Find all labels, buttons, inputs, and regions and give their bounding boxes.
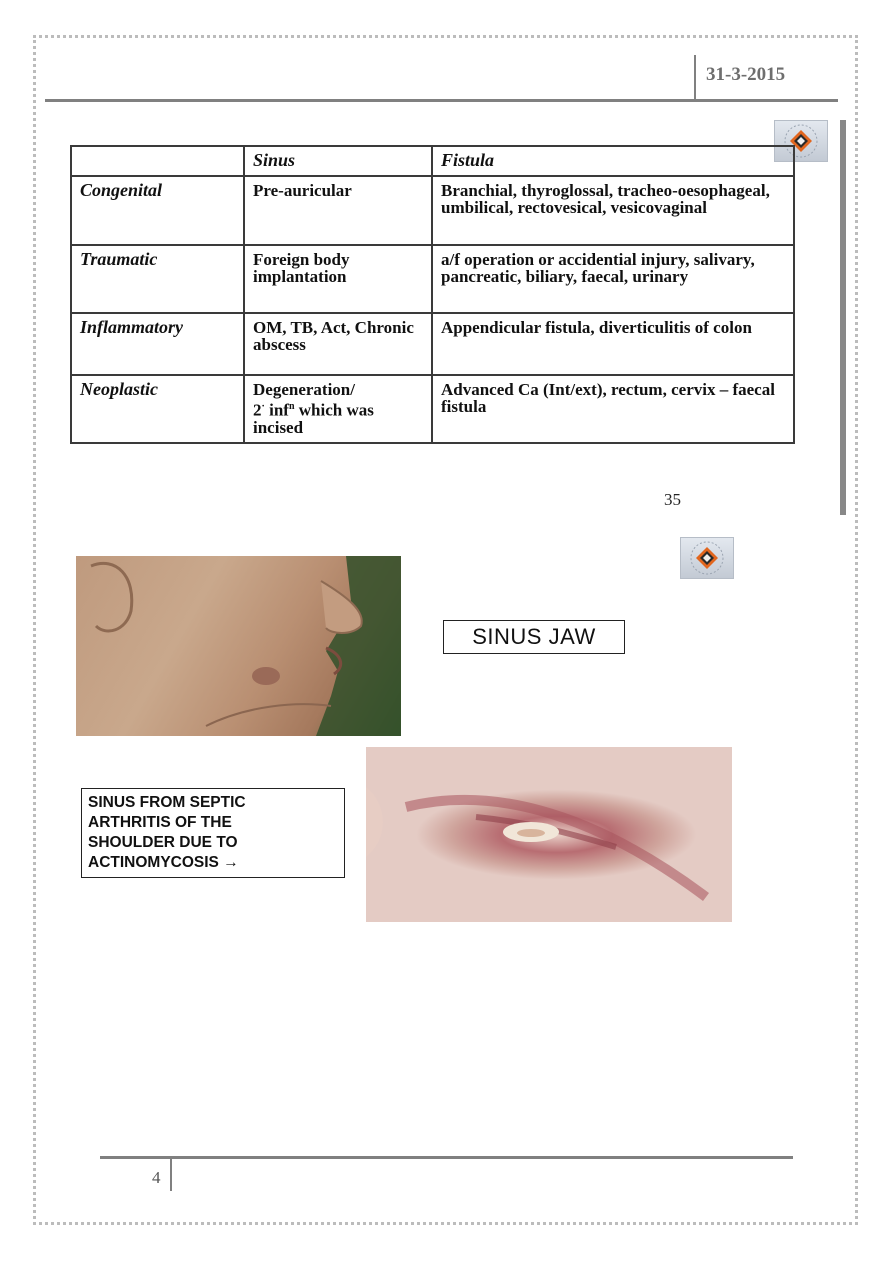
row-type-cell: Neoplastic <box>71 375 244 443</box>
row-type-cell: Congenital <box>71 176 244 245</box>
caption-line: SINUS FROM SEPTIC <box>88 794 246 811</box>
table-header-cell: Fistula <box>432 146 794 176</box>
fistula-cell: Appendicular fistula, diverticulitis of colon <box>432 313 794 375</box>
sinus-jaw-photo <box>76 556 401 736</box>
fistula-cell: Branchial, thyroglossal, tracheo-oesophageal, umbilical, rectovesical, vesicovaginal <box>432 176 794 245</box>
header-rule <box>45 99 838 102</box>
caption-line: ARTHRITIS OF THE <box>88 814 232 831</box>
caption-line: ACTINOMYCOSIS → <box>88 854 239 871</box>
sinus-cell: Pre-auricular <box>244 176 432 245</box>
sinus-line: inf <box>269 400 289 420</box>
footer-rule <box>100 1156 793 1159</box>
table-row <box>71 176 794 245</box>
table-header-cell <box>71 146 244 176</box>
fistula-cell: a/f operation or accidential injury, salivary, pancreatic, biliary, faecal, urinary <box>432 245 794 313</box>
university-logo-icon <box>680 537 734 579</box>
sinus-line: 2 <box>253 400 262 420</box>
header-date: 31-3-2015 <box>706 64 786 85</box>
sinus-cell: Degeneration/ 2· inf$^n$ which was incised <box>244 375 432 443</box>
table-header-cell: Sinus <box>244 146 432 176</box>
sinus-line: Degeneration/ <box>253 380 355 399</box>
table-row <box>71 375 794 443</box>
table-header-row <box>71 146 794 176</box>
superscript: n <box>288 401 295 412</box>
row-type-cell: Inflammatory <box>71 313 244 375</box>
shoulder-sinus-photo <box>366 747 732 922</box>
sinus-jaw-caption: SINUS JAW <box>443 620 625 654</box>
scrollbar[interactable] <box>840 120 846 515</box>
shoulder-sinus-caption <box>81 788 345 878</box>
caption-line: SHOULDER DUE TO <box>88 834 238 851</box>
row-type-cell: Traumatic <box>71 245 244 313</box>
sinus-fistula-table <box>70 145 795 444</box>
sinus-cell: OM, TB, Act, Chronic abscess <box>244 313 432 375</box>
page-number: 4 <box>152 1168 161 1187</box>
table-row <box>71 313 794 375</box>
sinus-cell: Foreign body implantation <box>244 245 432 313</box>
header-separator <box>694 55 696 99</box>
fistula-cell: Advanced Ca (Int/ext), rectum, cervix – faecal fistula <box>432 375 794 443</box>
footer-separator <box>170 1159 172 1191</box>
slide-number: 35 <box>664 490 681 509</box>
table-row <box>71 245 794 313</box>
sinus-line: which was incised <box>253 400 374 437</box>
